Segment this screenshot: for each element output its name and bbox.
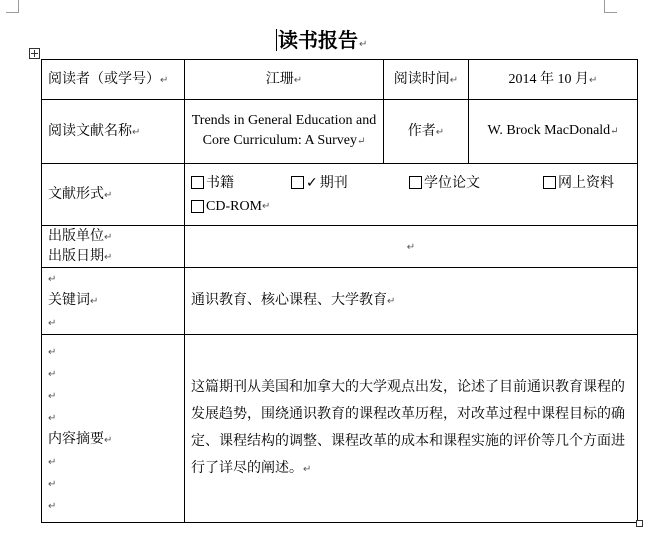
publisher-value-cell[interactable] <box>185 226 638 268</box>
paragraph-mark: ↵ <box>610 126 619 137</box>
option-journal[interactable] <box>291 173 409 193</box>
form-options-line <box>191 195 631 219</box>
checkbox-icon[interactable] <box>191 176 204 189</box>
form-label: 文献形式 <box>48 185 104 202</box>
keywords-label-cell[interactable] <box>42 268 185 335</box>
paragraph-mark: ↵ <box>104 189 113 201</box>
paragraph-mark: ↵ <box>160 74 169 86</box>
author-value-cell[interactable] <box>469 100 638 164</box>
report-table <box>41 59 638 523</box>
reader-label: 阅读者（或学号） <box>48 70 160 87</box>
paragraph-mark: ↵ <box>303 464 312 475</box>
paragraph-mark: ↵ <box>359 39 368 50</box>
text-cursor <box>276 29 277 51</box>
option-cdrom[interactable] <box>191 197 270 217</box>
paragraph-mark: ↵ <box>262 200 271 212</box>
form-options-line <box>191 171 631 195</box>
paragraph-mark: ↵ <box>48 318 57 329</box>
paragraph-mark: ↵ <box>48 500 57 512</box>
form-label-cell[interactable] <box>42 164 185 226</box>
paragraph-mark: ↵ <box>435 126 445 138</box>
abstract-label: 内容摘要 <box>48 430 104 447</box>
keywords-value: 通识教育、核心课程、大学教育 <box>191 292 387 308</box>
page-corner-mark <box>604 0 617 13</box>
paragraph-mark: ↵ <box>406 241 416 253</box>
abstract-label-cell[interactable] <box>42 335 185 523</box>
reader-label-cell[interactable] <box>42 60 185 100</box>
doc-label-cell[interactable] <box>42 100 185 164</box>
paragraph-mark: ↵ <box>449 74 459 86</box>
option-online[interactable] <box>543 173 614 193</box>
table-row <box>42 268 638 335</box>
table-row <box>42 335 638 523</box>
doc-value-cell[interactable] <box>185 100 384 164</box>
author-label-cell[interactable] <box>384 100 469 164</box>
reader-value-cell[interactable] <box>185 60 384 100</box>
table-move-handle-icon[interactable] <box>29 48 40 59</box>
paragraph-mark: ↵ <box>48 346 57 358</box>
table-row <box>42 164 638 226</box>
paragraph-mark: ↵ <box>90 296 99 307</box>
table-resize-handle-icon[interactable] <box>636 520 643 527</box>
paragraph-mark: ↵ <box>48 390 57 402</box>
doc-value: Trends in General Education and Core Curriculum: A Survey <box>191 113 377 148</box>
paragraph-mark: ↵ <box>104 251 113 263</box>
time-label: 阅读时间 <box>393 70 450 87</box>
table-row <box>42 100 638 164</box>
time-value: 2014 年 10 月 <box>508 71 590 87</box>
option-books[interactable] <box>191 173 291 193</box>
paragraph-mark: ↵ <box>48 456 57 468</box>
paragraph-mark: ↵ <box>104 434 113 446</box>
keywords-label: 关键词 <box>48 292 90 308</box>
abstract-value-cell[interactable] <box>185 335 638 523</box>
option-label: CD-ROM <box>206 198 263 214</box>
paragraph-mark: ↵ <box>357 136 366 147</box>
option-label: 学位论文 <box>424 174 480 191</box>
reader-value: 江珊 <box>265 70 294 87</box>
table-row <box>42 60 638 100</box>
time-value-cell[interactable] <box>469 60 638 100</box>
table-row <box>42 226 638 268</box>
checkmark-icon: ✓ <box>306 174 318 191</box>
author-label: 作者 <box>407 122 436 139</box>
option-thesis[interactable] <box>409 173 543 193</box>
checkbox-icon[interactable] <box>291 176 304 189</box>
paragraph-mark: ↵ <box>48 274 57 285</box>
paragraph-mark: ↵ <box>104 231 113 243</box>
pubdate-label: 出版日期 <box>48 247 104 264</box>
title-text: 读书报告 <box>278 28 358 52</box>
paragraph-mark: ↵ <box>589 74 598 86</box>
checkbox-icon[interactable] <box>409 176 422 189</box>
option-label: 书籍 <box>206 174 234 191</box>
paragraph-mark: ↵ <box>387 296 396 307</box>
paragraph-mark: ↵ <box>293 74 303 86</box>
time-label-cell[interactable] <box>384 60 469 100</box>
page-title <box>276 24 367 53</box>
publisher-label: 出版单位 <box>48 227 104 244</box>
doc-label: 阅读文献名称 <box>48 122 132 139</box>
author-value: W. Brock MacDonald <box>487 123 611 138</box>
paragraph-mark: ↵ <box>48 368 57 380</box>
checkbox-icon[interactable] <box>191 200 204 213</box>
checkbox-icon[interactable] <box>543 176 556 189</box>
publisher-label-cell[interactable] <box>42 226 185 268</box>
option-label: 期刊 <box>319 174 348 191</box>
paragraph-mark: ↵ <box>48 478 57 490</box>
paragraph-mark: ↵ <box>48 412 57 424</box>
page-corner-mark <box>6 0 19 13</box>
form-options-cell[interactable] <box>185 164 638 226</box>
paragraph-mark: ↵ <box>132 126 141 138</box>
option-label: 网上资料 <box>558 174 614 191</box>
abstract-value: 这篇期刊从美国和加拿大的大学观点出发，论述了目前通识教育课程的发展趋势，围绕通识教育的课程改革历程，对改革过程中课程目标的确定、课程结构的调整、课程改革的成本和课程实施的评价等几个方面进行了详尽的阐述。 <box>191 379 625 476</box>
keywords-value-cell[interactable] <box>185 268 638 335</box>
